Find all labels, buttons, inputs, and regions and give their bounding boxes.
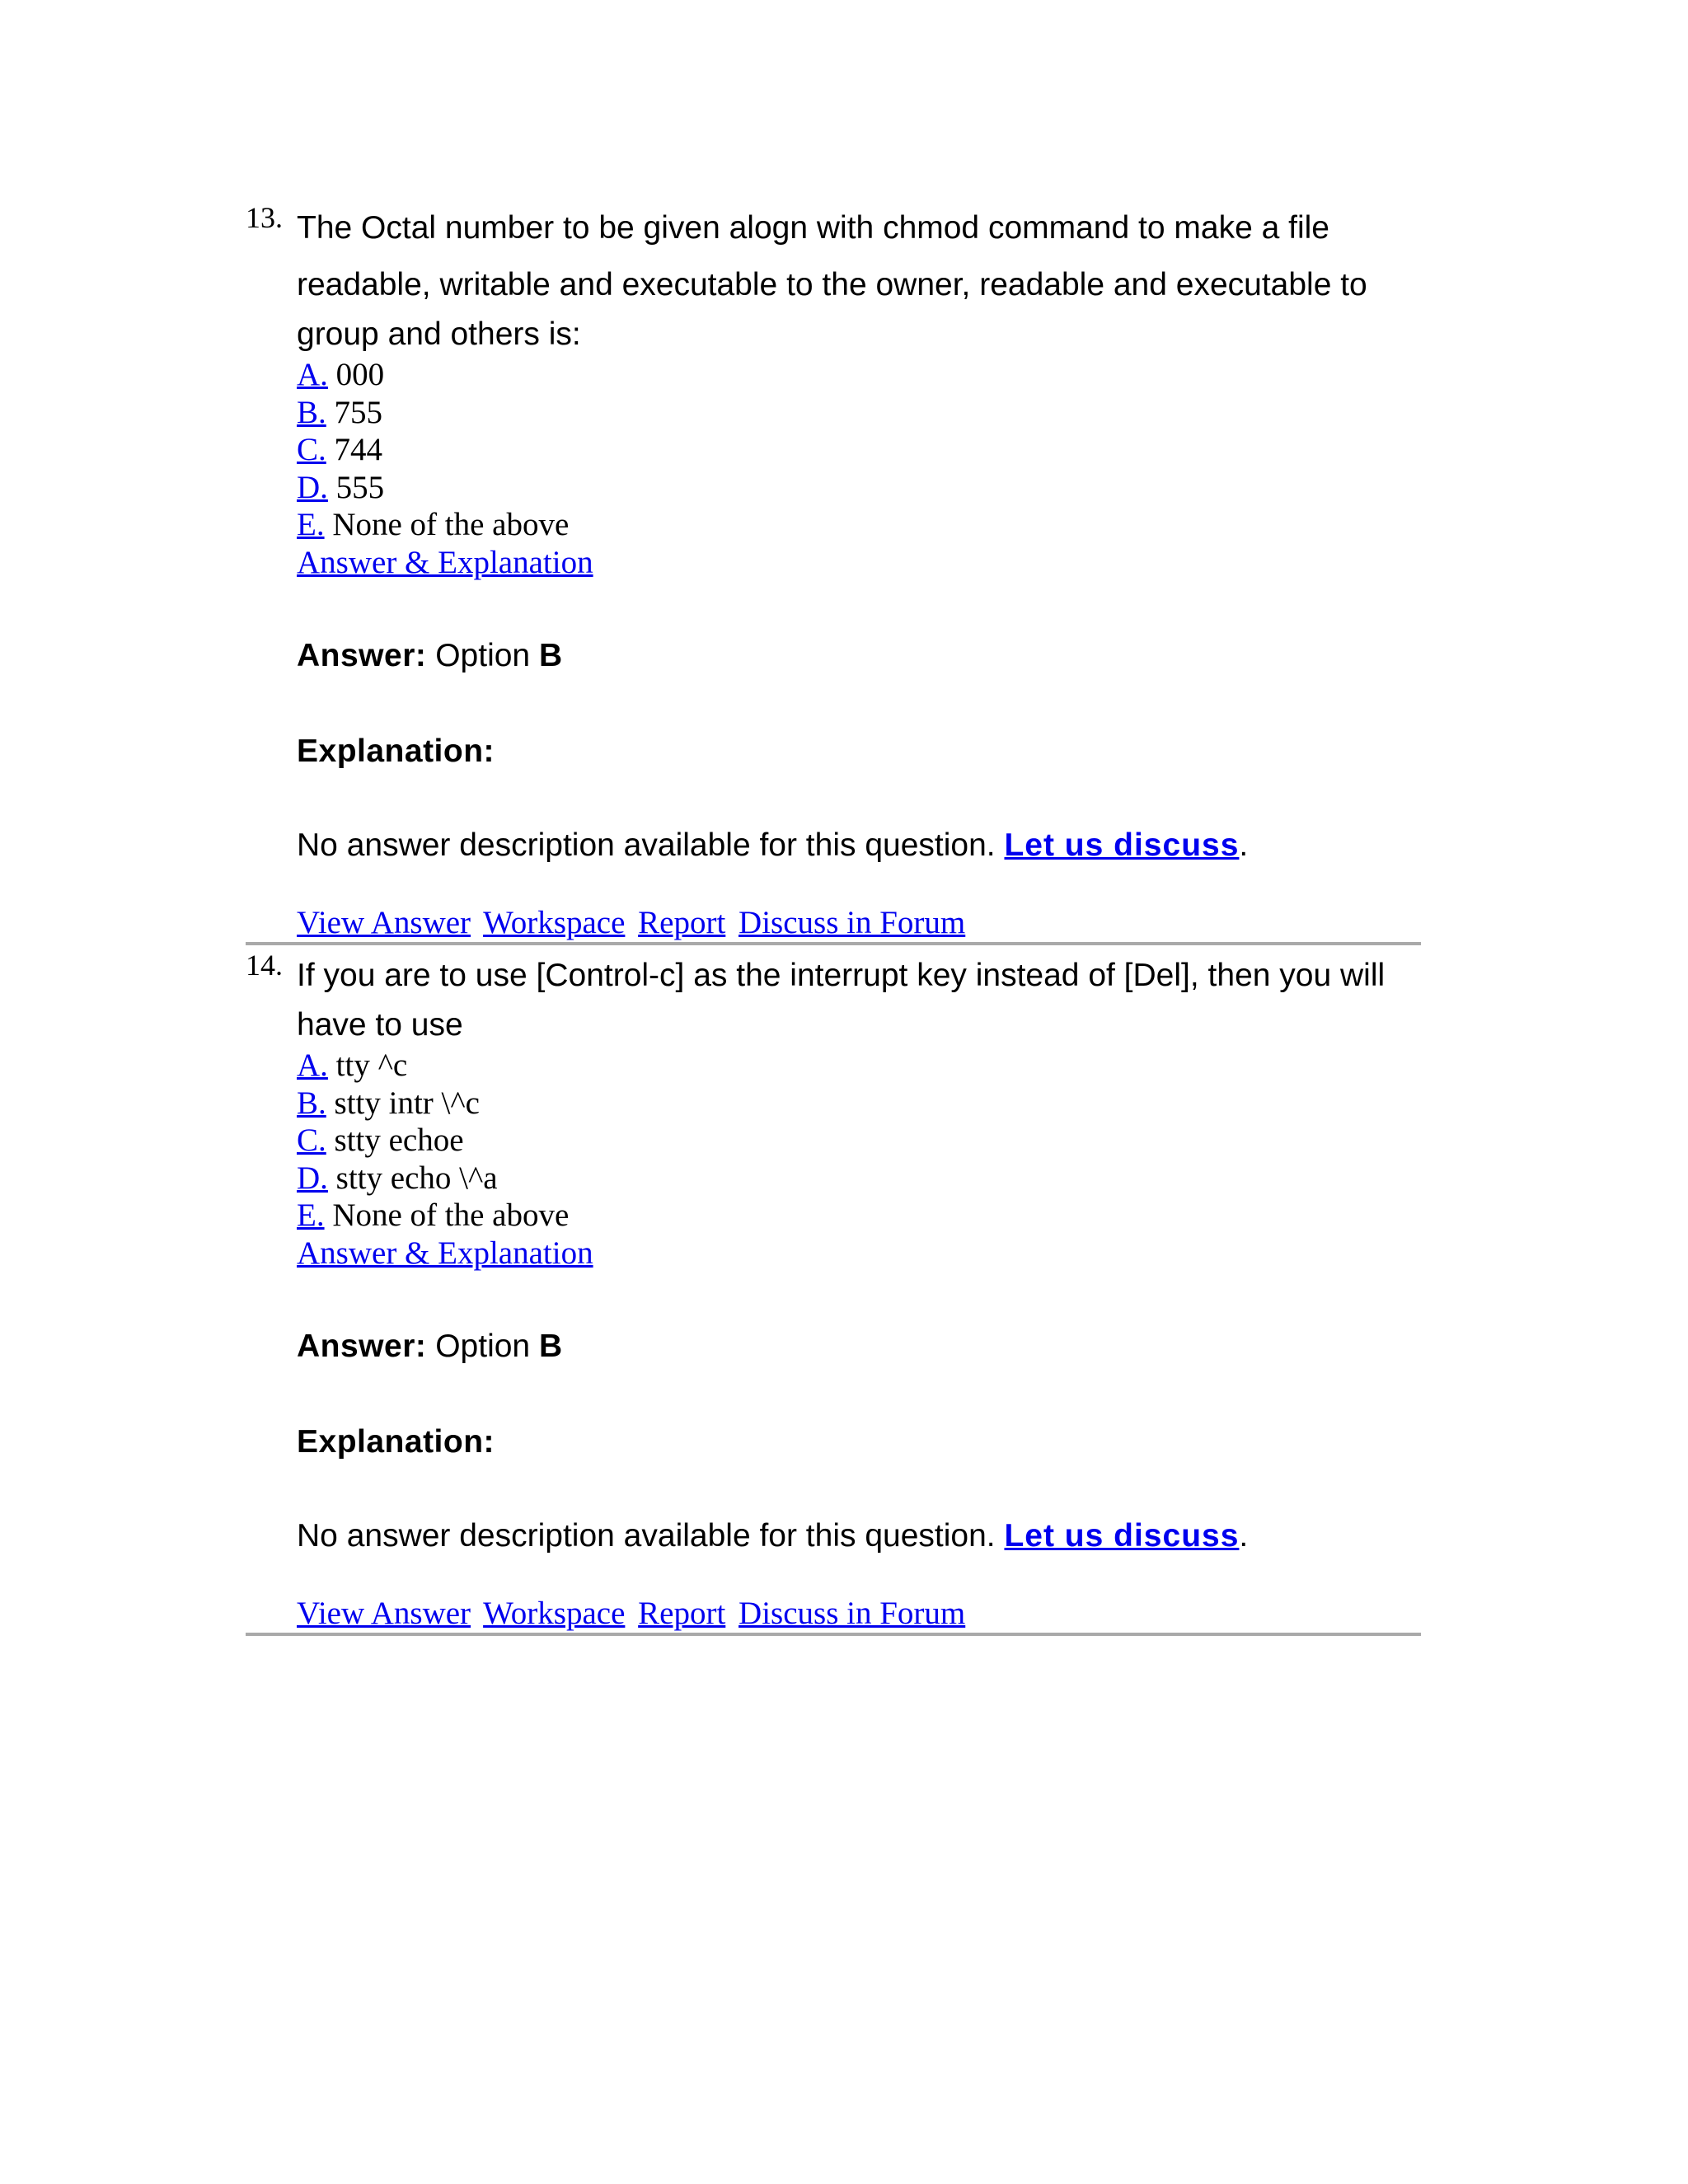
question-text-line: group and others is: — [297, 316, 581, 352]
question-text — [297, 198, 1421, 356]
option-b-text: 755 — [334, 394, 383, 430]
option-b — [297, 1085, 1421, 1122]
question-text — [297, 945, 1421, 1047]
question-text-line: readable, writable and executable to the owner, readable and executable to — [297, 267, 1367, 302]
option-a-text: 000 — [335, 357, 385, 392]
option-c — [297, 431, 1421, 469]
question-text-line: If you are to use [Control-c] as the interrupt key instead of [Del], then you will — [297, 958, 1386, 993]
option-e-text: None of the above — [332, 507, 570, 542]
option-c-text: stty echoe — [334, 1122, 464, 1158]
explanation-label: Explanation: — [297, 733, 495, 769]
let-us-discuss-link[interactable]: Let us discuss — [1004, 827, 1240, 863]
discuss-suffix: . — [1239, 1518, 1249, 1554]
question-number: 14. — [246, 949, 283, 982]
option-c — [297, 1122, 1421, 1160]
answer-line — [297, 637, 1421, 675]
report-link[interactable]: Report — [638, 1596, 726, 1631]
question-footer-links — [297, 1595, 1421, 1633]
answer-letter: B — [538, 1329, 563, 1364]
option-b-text: stty intr \^c — [334, 1085, 480, 1121]
let-us-discuss-link[interactable]: Let us discuss — [1004, 1518, 1240, 1554]
option-c-link[interactable]: C. — [297, 432, 326, 467]
option-d-link[interactable]: D. — [297, 469, 328, 505]
option-a-link[interactable]: A. — [297, 357, 328, 392]
answer-prefix: Option — [435, 1329, 531, 1364]
discuss-in-forum-link[interactable]: Discuss in Forum — [738, 1596, 966, 1631]
option-d-link[interactable]: D. — [297, 1160, 328, 1196]
option-b-link[interactable]: B. — [297, 1085, 326, 1121]
option-e — [297, 1197, 1421, 1235]
answer-line — [297, 1328, 1421, 1366]
page — [246, 198, 1421, 1636]
option-d — [297, 469, 1421, 507]
discuss-suffix: . — [1239, 827, 1249, 863]
answer-explanation-link[interactable]: Answer & Explanation — [297, 544, 593, 580]
options-list — [297, 1047, 1421, 1235]
question-number: 13. — [246, 201, 283, 234]
question-13 — [246, 198, 1421, 945]
option-a — [297, 1047, 1421, 1085]
option-e-text: None of the above — [332, 1197, 570, 1233]
options-list — [297, 356, 1421, 544]
option-d-text: stty echo \^a — [335, 1160, 498, 1196]
explanation-text: No answer description available for this question. — [297, 1518, 996, 1554]
question-text-line: have to use — [297, 1007, 463, 1043]
discuss-in-forum-link[interactable]: Discuss in Forum — [738, 905, 966, 940]
option-e-link[interactable]: E. — [297, 507, 325, 542]
workspace-link[interactable]: Workspace — [483, 1596, 626, 1631]
option-b — [297, 394, 1421, 432]
option-d-text: 555 — [335, 469, 385, 505]
answer-letter: B — [538, 638, 563, 673]
report-link[interactable]: Report — [638, 905, 726, 940]
question-footer-links — [297, 904, 1421, 942]
workspace-link[interactable]: Workspace — [483, 905, 626, 940]
question-text-line: The Octal number to be given alogn with chmod command to make a file — [297, 210, 1329, 246]
view-answer-link[interactable]: View Answer — [297, 905, 471, 940]
answer-prefix: Option — [435, 638, 531, 673]
option-c-link[interactable]: C. — [297, 1122, 326, 1158]
option-b-link[interactable]: B. — [297, 394, 326, 430]
answer-label: Answer: — [297, 638, 427, 673]
explanation-text-line — [297, 1517, 1421, 1555]
option-a-text: tty ^c — [335, 1047, 408, 1083]
explanation-label: Explanation: — [297, 1424, 495, 1460]
explanation-text: No answer description available for this question. — [297, 827, 996, 863]
explanation-text-line — [297, 827, 1421, 865]
option-d — [297, 1160, 1421, 1197]
view-answer-link[interactable]: View Answer — [297, 1596, 471, 1631]
question-14 — [246, 945, 1421, 1636]
option-e-link[interactable]: E. — [297, 1197, 325, 1233]
option-e — [297, 506, 1421, 544]
option-c-text: 744 — [334, 432, 383, 467]
answer-explanation-link[interactable]: Answer & Explanation — [297, 1235, 593, 1271]
option-a — [297, 356, 1421, 394]
option-a-link[interactable]: A. — [297, 1047, 328, 1083]
answer-label: Answer: — [297, 1329, 427, 1364]
